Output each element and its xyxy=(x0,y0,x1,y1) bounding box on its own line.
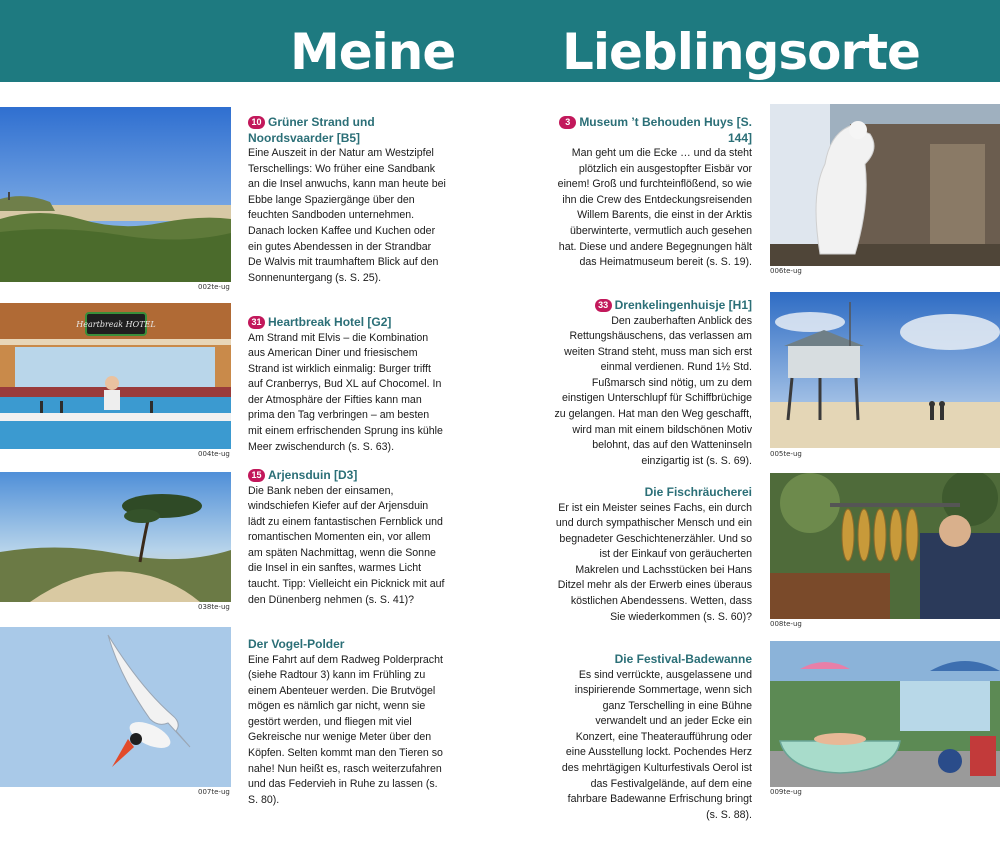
title-word-1: Meine xyxy=(290,23,456,81)
photo-credit: 007te-ug xyxy=(198,788,230,796)
entry-title: Museum ’t Behouden Huys [S. 144] xyxy=(579,115,752,145)
entry-title: Arjensduin [D3] xyxy=(268,468,358,482)
map-badge: 10 xyxy=(248,116,265,129)
entry-body: Eine Auszeit in der Natur am Westzipfel Terschellings: Wo früher eine Sandbank an die Insel anwuchs, kann man heute bei Ebbe lange Spaziergänge über den feuchten Sandboden unternehmen. Danach locken Kaffee und Kuchen oder ein gutes Abendessen in der Strandbar De Walvis mit traumhaftem Blick auf den Sonnenuntergang (s. S. 25). xyxy=(248,147,446,284)
entry-body: Man geht um die Ecke … und da steht plötzlich ein ausgestopfter Eisbär vor einem! Groß und furchteinflößend, so wie ihn die Crew des Entdeckungsreisenden Willem Barents, die einst in der Arktis überwinterte, vermutlich auch gesehen hat. Diese und andere Begegnungen hält das Heimatmuseum bereit (s. S. 19). xyxy=(557,147,752,269)
entry-title: Grüner Strand und Noordsvaarder [B5] xyxy=(248,115,375,145)
entry-heading xyxy=(554,485,752,501)
photo-arjensduin xyxy=(0,472,231,602)
photo-credit: 006te-ug xyxy=(770,267,802,275)
photo-museum-behouden-huys xyxy=(770,104,1000,266)
entry-fischraeucherei xyxy=(554,485,752,625)
photo-credit: 002te-ug xyxy=(198,283,230,291)
photo-fischraeucherei xyxy=(770,473,1000,619)
map-badge: 31 xyxy=(248,316,265,329)
map-badge: 33 xyxy=(595,299,612,312)
entry-body: Die Bank neben der einsamen, windschiefen Kiefer auf der Arjensduin lädt zu einem fantastischen Fernblick und romantischen Momenten ein, vor allem am späten Nachmittag, wenn die Sonne die Insel in ein sanftes, warmes Licht taucht. Tipp: Vielleicht ein Picknick mit auf den Dünenberg nehmen (s. S. 41)? xyxy=(248,484,445,606)
entry-title: Heartbreak Hotel [G2] xyxy=(268,315,392,329)
entry-vogel-polder xyxy=(248,637,446,808)
photo-vogel-polder xyxy=(0,627,231,787)
entry-gruener-strand xyxy=(248,115,446,286)
entry-drenkelingenhuisje xyxy=(554,298,752,469)
entry-title: Der Vogel-Polder xyxy=(248,637,345,651)
photo-credit: 004te-ug xyxy=(198,450,230,458)
photo-drenkelingenhuisje xyxy=(770,292,1000,448)
entry-heading xyxy=(554,652,752,668)
entry-arjensduin xyxy=(248,468,446,608)
entry-heading xyxy=(554,298,752,314)
entry-heading xyxy=(248,468,446,484)
photo-heartbreak-hotel xyxy=(0,303,231,449)
entry-heartbreak-hotel xyxy=(248,315,446,455)
diner-sign: Heartbreak HOTEL xyxy=(76,320,156,329)
photo-gruener-strand xyxy=(0,107,231,282)
entry-heading xyxy=(248,115,446,146)
entry-body: Es sind verrückte, ausgelassene und inspirierende Sommertage, wenn sich ganz Terschelling in eine Bühne verwandelt und an jeder Ecke ein Konzert, eine Theateraufführung oder eine Ausstellung lockt. Pochendes Herz des mehrtägigen Kulturfestivals Oerol ist das Festivalgelände, auf dem eine fahrbare Badewanne Erfrischung bringt (s. S. 88). xyxy=(561,668,752,821)
entry-body: Eine Fahrt auf dem Radweg Polderpracht (siehe Radtour 3) kann im Frühling zu einem Abenteuer werden. Die Brutvögel mögen es nämlich gar nicht, wenn sie gestört werden, und fliegen mit viel Gekreische nur wenige Meter über den Köpfen. Selten kommt man den Tieren so nahe! Nun heißt es, rasch weiterzufahren und das Federvieh in Ruhe zu lassen (s. S. 80). xyxy=(248,653,443,806)
entry-title: Die Festival-Badewanne xyxy=(614,652,752,666)
photo-credit: 038te-ug xyxy=(198,603,230,611)
entry-museum-behouden-huys xyxy=(554,115,752,271)
entry-body: Er ist ein Meister seines Fachs, ein durch und durch sympathischer Mensch und ein begnadeter Geschichtenerzähler. Und so ist der Einkauf von geräucherten Makrelen und Lachsstücken bei Hans Ditzel mehr als der Erwerb eines überaus köstlichen Abendessens. Wetten, dass Sie wiederkommen (s. S. 60)? xyxy=(555,501,752,623)
entry-heading xyxy=(554,115,752,146)
map-badge: 3 xyxy=(559,116,576,129)
entry-body: Den zauberhaften Anblick des Rettungshäuschens, das verlassen am weiten Strand steht, muss man sich erst einmal verdienen. Rund 1½ Std. Fußmarsch sind nötig, um zu dem einstigen Unterschlupf für Schiffbrüchige zu gelangen. Hat man den Weg geschafft, wird man mit einem bildschönen Motiv belohnt, das auf den Watteninseln einzigartig ist (s. S. 69). xyxy=(554,314,752,467)
photo-festival-badewanne xyxy=(770,641,1000,787)
photo-credit: 008te-ug xyxy=(770,620,802,628)
title-word-2: Lieblingsorte xyxy=(562,23,920,81)
entry-title: Drenkelingenhuisje [H1] xyxy=(614,298,752,312)
entry-heading xyxy=(248,637,446,653)
entry-title: Die Fischräucherei xyxy=(644,485,752,499)
entry-heading xyxy=(248,315,446,331)
map-badge: 15 xyxy=(248,469,265,482)
photo-credit: 005te-ug xyxy=(770,450,802,458)
photo-credit: 009te-ug xyxy=(770,788,802,796)
entry-body: Am Strand mit Elvis – die Kombination aus American Diner und friesischem Strand ist wirklich einmalig: Burger trifft auf Cranberrys, Bud XL auf Chocomel. In der Atmosphäre der Fifties kann man prima den Tag verbringen – am besten mit einem erfrischenden Sprung ins kühle Meer zwischendurch (s. S. 63). xyxy=(248,331,443,453)
entry-festival-badewanne xyxy=(554,652,752,823)
